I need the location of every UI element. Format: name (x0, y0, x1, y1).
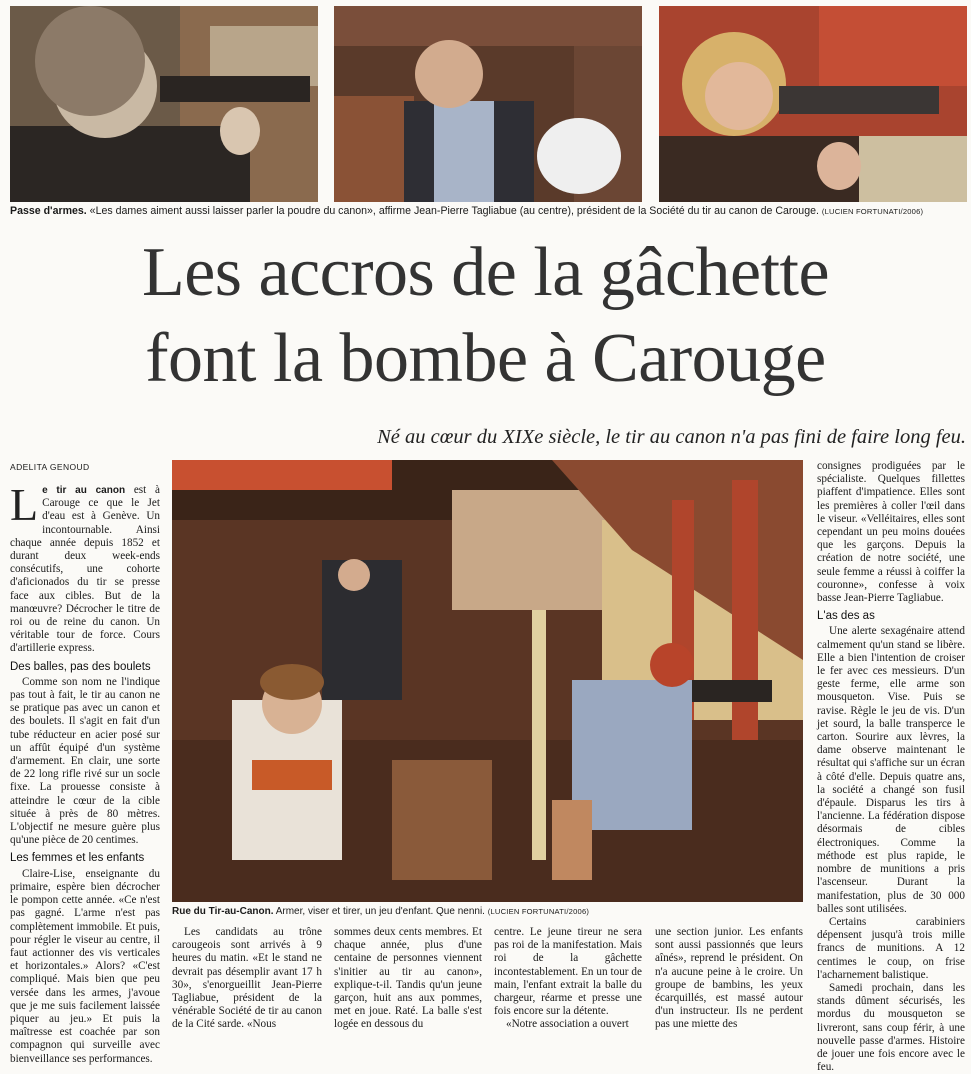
paragraph (10, 479, 160, 656)
column-6 (817, 460, 965, 1074)
paragraph: sommes deux cents membres. Et chaque année, plus d'une centaine de personnes viennent s'initier au tir au canon», explique-t-il. Tandis qu'un jeune garçon, huit ans aux pommes, met en joue. Raté. La balle s'est logée en dessous du (334, 926, 482, 1031)
subheading: Les femmes et les enfants (10, 852, 145, 865)
main-photo-caption (172, 906, 802, 917)
paragraph: «Notre association a ouvert (506, 1018, 629, 1031)
byline: ADELITA GENOUD (10, 462, 90, 472)
paragraph: centre. Le jeune tireur ne sera pas roi de la manifestation. Mais roi de la gâchette incontestablement. En un tour de main, l'enfant extrait la balle du chargeur, réarme et presse une fois encore sur la détente. (494, 926, 642, 1018)
paragraph: consignes prodiguées par le spécialiste. Quelques fillettes piaffent d'impatience. Elles sont les premières à coller l'œil dans le viseur. «Velléitaires, elles sont cependant un peu moins douées que les garçons. Depuis la création de notre société, une seule femme a réussi à coiffer la couronne», confesse à voix basse Jean-Pierre Tagliabue. (817, 460, 965, 605)
column-3 (334, 926, 482, 1032)
paragraph: Claire-Lise, enseignante du primaire, espère bien décrocher le pompon cette année. «Ce n'est pas gagné. L'arme n'est pas complètement immobile. Et puis, pour régler le viseur au centre, il faut actionner des vis verticales et horizontales.» Alors? «C'est compliqué. Mais bien que peu versée dans les armes, j'avoue que je me suis facilement laissée piquer au jeu.» Et puis la maîtresse est coachée par son compagnon qui surveille avec bienveillance ses performances. (10, 867, 160, 1065)
subtitle: Né au cœur du XIXe siècle, le tir au canon n'a pas fini de faire long feu. (377, 426, 966, 448)
paragraph: Comme son nom ne l'indique pas tout à fait, le tir au canon ne se pratique pas avec un canon et des boulets. Il s'agit en fait d'un tube réducteur en acier posé sur un affût équipé d'un système d'armement. En clair, une sorte de 22 long rifle rivé sur un socle fixe. La prouesse consiste à atteindre le cœur de la cible située à près de 80 mètres. L'objectif ne mesure guère plus qu'une pièce de 20 centimes. (10, 675, 160, 847)
headline (0, 230, 971, 402)
headline-line-2: font la bombe à Carouge (145, 320, 826, 397)
photo-blonde-woman (659, 6, 967, 202)
subheading: Des balles, pas des boulets (10, 660, 151, 673)
caption-text: «Les dames aiment aussi laisser parler la poudre du canon», affirme Jean-Pierre Tagliabue (au centre), président de la Société du tir au canon de Carouge. (86, 205, 822, 217)
column-4 (494, 926, 642, 1032)
caption-text: Armer, viser et tirer, un jeu d'enfant. Que nenni. (273, 906, 488, 917)
paragraph: une section junior. Les enfants sont aussi passionnés que leurs aînés», reprend le président. On n'a aucune peine à le croire. Un groupe de bambins, les yeux écarquillés, est massé autour d'un instructeur. Ils ne perdent pas une miette des (655, 926, 803, 1031)
paragraph: Certains carabiniers dépensent jusqu'à trois mille francs de munitions. A 12 centimes le coup, on frise l'acharnement balistique. (817, 915, 965, 981)
caption-lead: Rue du Tir-au-Canon. (172, 906, 274, 917)
paragraph: Les candidats au trône carougeois sont arrivés à 9 heures du matin. «Et le stand ne devrait pas désemplir avant 17 h 30», s'enorgueillit Jean-Pierre Tagliabue, président de la vénérable Société de tir au canon de la Cité sarde. «Nous (172, 926, 322, 1031)
photo-president (334, 6, 642, 202)
headline-line-1: Les accros de la gâchette (141, 234, 830, 311)
photo-credit: (LUCIEN FORTUNATI/2006) (487, 907, 590, 916)
caption-lead: Passe d'armes. (10, 205, 87, 217)
photo-credit: (LUCIEN FORTUNATI/2006) (821, 207, 924, 216)
column-2 (172, 926, 322, 1032)
paragraph: Samedi prochain, dans les stands dûment sécurisés, les mordus du mousqueton se livreront, sans coup férir, à une nouvelle passe d'armes. Histoire de jouer une fois encore avec le feu. (817, 981, 965, 1074)
subheading: L'as des as (817, 610, 875, 623)
paragraph-text: est à Carouge ce que le Jet d'eau est à Genève. Un incontournable. Ainsi chaque année depuis 1852 et durant deux week-ends consécutifs, une cohorte d'aficionados du tir se presse face aux cibles. But de la manœuvre? Décrocher le titre de roi ou de reine du canon. Un véritable tour de force. Cours d'artillerie express. (10, 484, 160, 655)
column-5 (655, 926, 803, 1032)
photo-woman-aiming (10, 6, 318, 202)
paragraph: Une alerte sexagénaire attend calmement qu'un stand se libère. Elle a bien l'intention de croiser le fer avec ces messieurs. D'un geste ferme, elle arme son mousqueton. Vise. Puis se ravise. Règle le jeu de vis. D'un jet sourd, la balle transperce le carton. Sourire aux lèvres, la dame observe maintenant le résultat qui s'affiche sur un écran à côté d'elle. Depuis quatre ans, la société a changé son fusil d'épaule. Disparus les tirs à l'ancienne. La fédération dispose désormais de cibles électroniques. Comme la méthode est plus rapide, le nombre de munitions a pris l'ascenseur. Durant la manifestation, plus de 30 000 balles sont utilisées. (817, 625, 965, 915)
photo-shooting-gallery (172, 460, 803, 902)
top-photo-caption (10, 205, 965, 218)
lead-in: e tir au canon (42, 485, 126, 496)
column-1 (10, 479, 160, 1066)
dropcap: L (10, 479, 39, 530)
